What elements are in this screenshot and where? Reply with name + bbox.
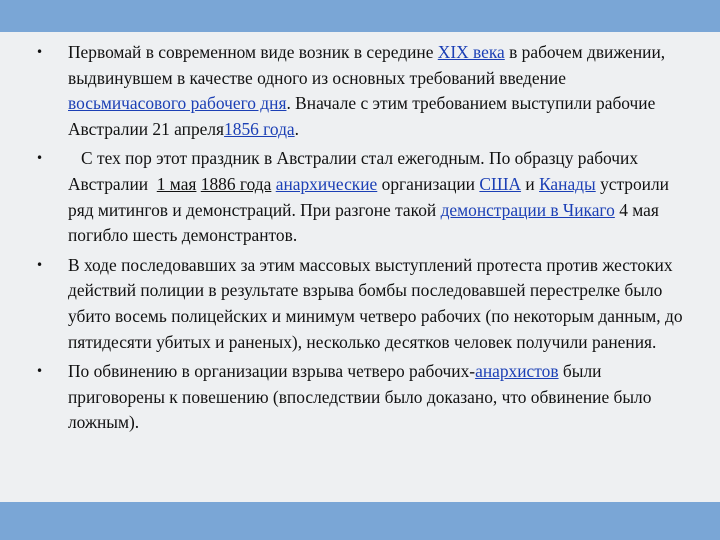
link-anarchists[interactable]: анархистов <box>475 361 559 382</box>
bullet-icon: • <box>36 45 44 59</box>
paragraph-text: В ходе последовавших за этим массовых выступлений протеста против жестоких действий полиции в результате взрыва бомбы последовавшей перестрелке было убито восемь полицейских и минимум четверо рабочих (по некоторым данным, до пятидесяти убитых и раненых), несколько десятков человек получили ранения. <box>68 254 683 352</box>
link-xix-century[interactable]: XIX века <box>437 42 505 62</box>
bottom-band <box>0 502 720 540</box>
link-1886-year[interactable]: 1886 года <box>200 173 272 194</box>
paragraph-text: и <box>521 173 540 194</box>
list-item <box>36 359 686 436</box>
list-item <box>36 146 686 248</box>
paragraph-text: . <box>294 118 299 139</box>
list-item <box>36 253 686 355</box>
bullet-icon: • <box>36 257 44 272</box>
link-eight-hour-day[interactable]: восьмичасового рабочего дня <box>68 93 287 114</box>
bullet-icon: • <box>36 364 44 379</box>
paragraph-text: организации <box>377 173 480 194</box>
link-chicago-demonstration[interactable]: демонстрации в Чикаго <box>440 199 615 220</box>
link-canada[interactable]: Канады <box>539 173 596 194</box>
top-band <box>0 0 720 32</box>
link-may-1[interactable]: 1 мая <box>156 173 197 194</box>
paragraph-text: . Вначале с этим требованием выступили рабочие Австралии 21 апреля <box>68 93 656 139</box>
slide-content <box>0 32 720 502</box>
paragraph-text: были приговорены к повешению (впоследствии было доказано, что обвинение было ложным). <box>68 361 652 433</box>
paragraph-text: С тех пор этот праздник в Австралии стал ежегодным. По образцу рабочих Австралии <box>68 148 643 194</box>
paragraph-text: 4 мая погибло шесть демонстрантов. <box>68 199 659 246</box>
link-anarchist[interactable]: анархические <box>275 173 378 194</box>
bullet-list <box>36 40 686 440</box>
link-usa[interactable]: США <box>479 173 522 194</box>
paragraph-text: Первомай в современном виде возник в середине <box>68 42 438 62</box>
paragraph-text: По обвинению в организации взрыва четверо рабочих- <box>68 361 476 382</box>
paragraph-text: в рабочем движении, выдвинувшем в качестве одного из основных требований введение <box>68 42 666 88</box>
bullet-icon: • <box>36 151 44 166</box>
paragraph-text: устроили ряд митингов и демонстраций. При разгоне такой <box>68 173 669 220</box>
link-1856-year[interactable]: 1856 года <box>224 118 295 139</box>
list-item <box>36 40 686 142</box>
